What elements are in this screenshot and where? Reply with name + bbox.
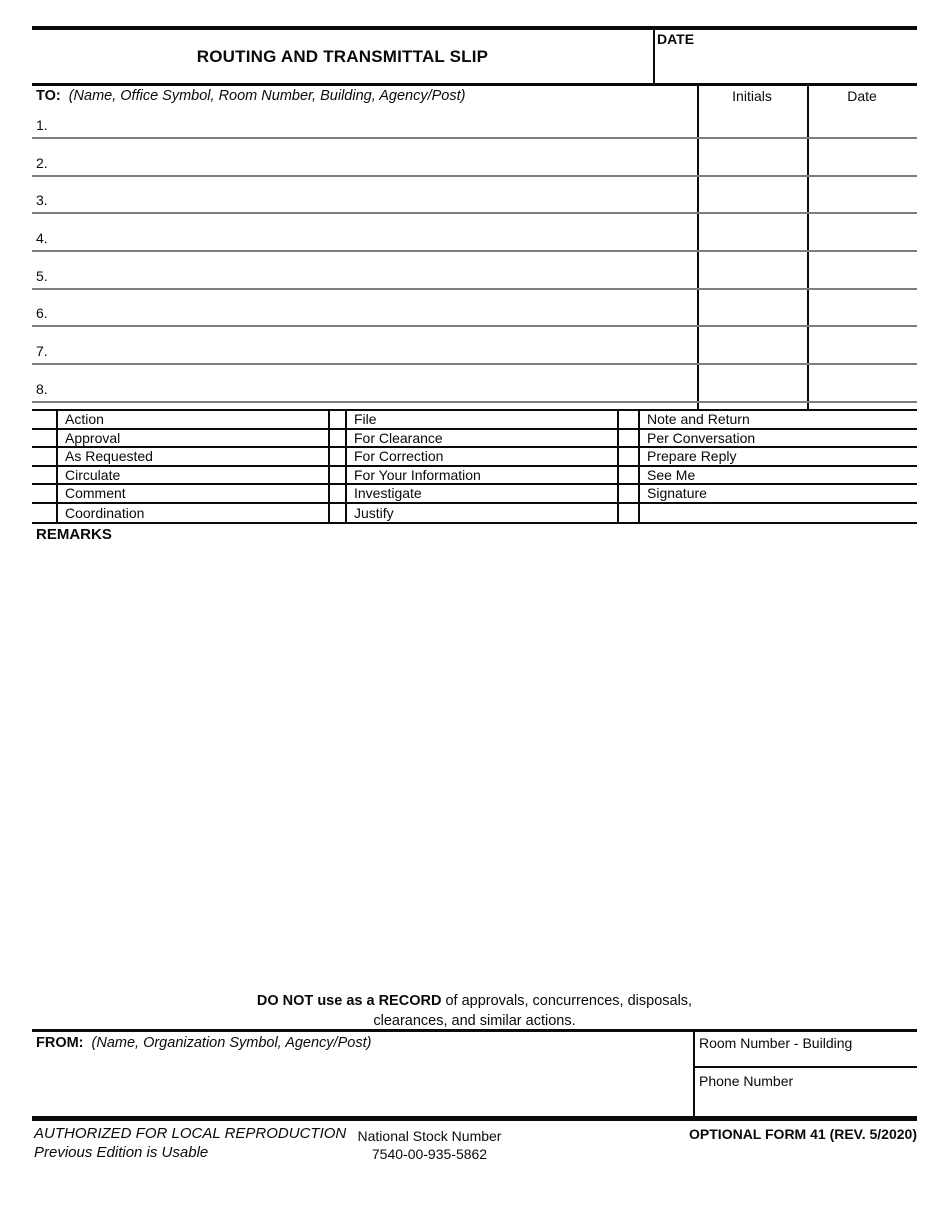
record-notice-bold: DO NOT use as a RECORD xyxy=(256,993,442,1009)
record-notice-line1 xyxy=(32,991,917,1011)
label-prepare-reply: Prepare Reply xyxy=(647,448,737,465)
to-row-3[interactable] xyxy=(32,178,917,214)
record-notice-line2: clearances, and similar actions. xyxy=(373,1013,576,1029)
label-as-requested: As Requested xyxy=(65,448,153,465)
header-bottom-rule xyxy=(32,83,917,86)
checkbox-investigate[interactable] xyxy=(328,485,347,502)
checkbox-per-conversation[interactable] xyxy=(617,430,640,447)
checkbox-file[interactable] xyxy=(328,411,347,428)
from-bottom-rule xyxy=(32,1116,917,1121)
label-circulate: Circulate xyxy=(65,466,121,483)
label-investigate: Investigate xyxy=(354,485,422,502)
from-instructions: (Name, Organization Symbol, Agency/Post) xyxy=(91,1035,372,1051)
phone-number-label: Phone Number xyxy=(699,1073,794,1089)
checkbox-comment[interactable] xyxy=(32,485,58,502)
checkbox-coordination[interactable] xyxy=(32,504,58,523)
phone-number-field[interactable] xyxy=(695,1068,917,1116)
form-title: ROUTING AND TRANSMITTAL SLIP xyxy=(196,46,489,66)
from-label: FROM: xyxy=(36,1035,84,1051)
row-number: 7. xyxy=(36,343,48,359)
to-row-7[interactable] xyxy=(32,329,917,365)
to-row-6[interactable] xyxy=(32,291,917,327)
checkbox-justify[interactable] xyxy=(328,504,347,523)
label-approval: Approval xyxy=(65,429,121,446)
row-number: 2. xyxy=(36,155,48,171)
row-number: 6. xyxy=(36,305,48,321)
to-row-4[interactable] xyxy=(32,216,917,252)
label-see-me: See Me xyxy=(647,466,696,483)
label-note-and-return: Note and Return xyxy=(647,411,750,428)
national-stock-number-value: 7540-00-935-5862 xyxy=(371,1146,488,1162)
checkbox-see-me[interactable] xyxy=(617,467,640,484)
form-number-text: OPTIONAL FORM 41 (REV. 5/2020) xyxy=(689,1126,917,1142)
date-field[interactable] xyxy=(655,30,917,83)
authorized-reproduction-text: AUTHORIZED FOR LOCAL REPRODUCTION xyxy=(34,1125,347,1142)
from-field[interactable] xyxy=(32,1032,693,1116)
checkbox-for-clearance[interactable] xyxy=(328,430,347,447)
checkbox-for-correction[interactable] xyxy=(328,448,347,465)
room-number-building-field[interactable] xyxy=(695,1032,917,1066)
action-table-row xyxy=(32,448,917,467)
row-number: 4. xyxy=(36,230,48,246)
checkbox-cell-empty[interactable] xyxy=(617,504,640,523)
national-stock-number-label: National Stock Number xyxy=(357,1128,502,1144)
label-coordination: Coordination xyxy=(65,504,145,521)
record-notice-rest: of approvals, concurrences, disposals, xyxy=(441,993,693,1009)
label-for-your-information: For Your Information xyxy=(354,466,481,483)
checkbox-note-and-return[interactable] xyxy=(617,411,640,428)
action-table-row xyxy=(32,411,917,430)
action-table xyxy=(32,409,917,524)
row-number: 8. xyxy=(36,381,48,397)
action-table-row xyxy=(32,485,917,504)
checkbox-action[interactable] xyxy=(32,411,58,428)
to-row-8[interactable] xyxy=(32,367,917,403)
to-label: TO: xyxy=(36,88,61,104)
label-comment: Comment xyxy=(65,485,126,502)
checkbox-circulate[interactable] xyxy=(32,467,58,484)
row-number: 5. xyxy=(36,268,48,284)
room-number-building-label: Room Number - Building xyxy=(699,1035,853,1051)
to-row-5[interactable] xyxy=(32,254,917,290)
label-justify: Justify xyxy=(354,504,394,521)
previous-edition-text: Previous Edition is Usable xyxy=(34,1144,209,1161)
label-for-correction: For Correction xyxy=(354,448,444,465)
checkbox-as-requested[interactable] xyxy=(32,448,58,465)
checkbox-prepare-reply[interactable] xyxy=(617,448,640,465)
action-table-row xyxy=(32,504,917,523)
record-notice xyxy=(32,991,917,1031)
to-row-2[interactable] xyxy=(32,141,917,177)
to-header xyxy=(36,88,465,104)
label-action: Action xyxy=(65,411,104,428)
label-signature: Signature xyxy=(647,485,707,502)
row-number: 3. xyxy=(36,192,48,208)
checkbox-signature[interactable] xyxy=(617,485,640,502)
action-table-row xyxy=(32,467,917,486)
label-file: File xyxy=(354,411,377,428)
date-field-label: DATE xyxy=(657,31,695,47)
remarks-label: REMARKS xyxy=(36,526,112,543)
label-for-clearance: For Clearance xyxy=(354,429,443,446)
label-per-conversation: Per Conversation xyxy=(647,429,756,446)
action-table-row xyxy=(32,430,917,449)
remarks-input-area[interactable] xyxy=(32,545,917,988)
checkbox-for-your-information[interactable] xyxy=(328,467,347,484)
row-number: 1. xyxy=(36,117,48,133)
date-column-header: Date xyxy=(847,88,877,104)
to-instructions: (Name, Office Symbol, Room Number, Building, Agency/Post) xyxy=(68,88,466,104)
to-row-1[interactable] xyxy=(32,103,917,139)
checkbox-approval[interactable] xyxy=(32,430,58,447)
initials-column-header: Initials xyxy=(732,88,772,104)
